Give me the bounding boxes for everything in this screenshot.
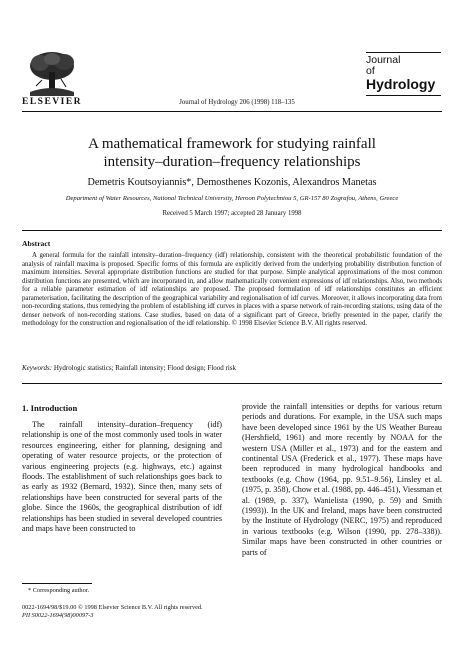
body-column-right: provide the rainfall intensities or depths for various return periods and durations. For example, in the USA such maps have been developed since 1961 by the US Weather Bureau (Hershfield, 1961) and more recently by NOAA for the western USA (Miller et al., 1973) and for the eastern and continental USA (Frederick et al., 1977). These maps have been reproduced in many hydrological handbooks and textbooks (e.g. Chow (1964, pp. 9.51–9.56), Linsley et al. (1975, p. 358), Chow et al. (1988, pp. 446–451), Viessman et al. (1989, p. 337), Wanielista (1990, p. 59) and Smith (1993)). In the UK and Ireland, maps have been constructed by the Institute of Hydrology (NERC, 1975) and reproduced in various textbooks (e.g. Wilson (1990, pp. 278–338)). Similar maps have been constructed in other countries or parts of — [242, 402, 442, 557]
header-divider — [22, 111, 442, 112]
journal-masthead — [366, 52, 441, 98]
article-title — [22, 135, 442, 171]
pii-identifier: PII S0022-1694(98)00097-3 — [22, 612, 94, 619]
received-dates: Received 5 March 1997; accepted 28 January 1998 — [162, 210, 302, 217]
title-line-2: intensity–duration–frequency relationships — [103, 154, 361, 170]
corresponding-author-footnote: * Corresponding author. — [28, 587, 90, 594]
masthead-rule-bottom — [366, 95, 441, 96]
publisher-name: ELSEVIER — [22, 97, 83, 107]
journal-citation: Journal of Hydrology 206 (1998) 118–135 — [179, 99, 295, 106]
keywords-label: Keywords: — [22, 364, 53, 372]
masthead-line-3: Hydrology — [366, 76, 436, 92]
abstract-top-divider — [22, 230, 442, 231]
abstract-heading: Abstract — [22, 239, 51, 248]
masthead-rule-top — [366, 52, 441, 53]
elsevier-tree-logo — [26, 50, 78, 96]
abstract-bottom-divider — [22, 383, 442, 384]
copyright-line: 0022-1694/98/$19.00 © 1998 Elsevier Science B.V. All rights reserved. — [22, 604, 203, 611]
body-column-left: The rainfall intensity–duration–frequency (idf) relationship is one of the most commonly used tools in water resources engineering, either for planning, designing and operating of water resource projects, or the protection of various engineering projects (e.g. highways, etc.) against floods. The establishment of such relationships goes back to as early as 1932 (Bernard, 1932). Since then, many sets of relationships have been constructed for several parts of the globe. Since the 1960s, the geographical distribution of idf relationships has been studied in several developed countries and maps have been constructed to — [22, 420, 222, 534]
affiliation: Department of Water Resources, National Technical University, Heroon Polytechniou 5, GR-157 80 Zografou, Athens, Greece — [65, 195, 399, 202]
masthead-line-1: Journal — [366, 54, 401, 66]
abstract-text: A general formula for the rainfall intensity–duration–frequency (idf) relationship, consistent with the theoretical probabilistic foundation of the analysis of rainfall maxima is proposed. Specific forms of this formula are explicitly derived from the underlying probability distribution function of maximum intensities. Several appropriate distribution functions are studied for that purpose. Simple analytical approximations of the most common distribution functions are presented, which are incorporated in, and allow mathematically convenient expressions of idf relationships. Also, two methods for a reliable parameter estimation of idf relationships are proposed. The proposed formulation of idf relationships constitutes an efficient parameterisation, facilitating the description of the geographical variability and regionalisation of idf curves. Moreover, it allows incorporating data from non-recording stations, thus remedying the problem of establishing idf curves in places with a sparse network of rain-recording stations, using data of the denser network of non-recording stations. Case studies, based on data of a significant part of Greece, briefly presented in the paper, clarify the methodology for the construction and regionalisation of the idf relationship. © 1998 Elsevier Science B.V. All rights reserved. — [22, 252, 442, 328]
keywords-list: Hydrologic statistics; Rainfall intensity; Flood design; Flood risk — [53, 364, 237, 372]
section-heading-introduction: 1. Introduction — [22, 403, 78, 413]
keywords — [22, 364, 442, 372]
masthead-line-2: of — [366, 65, 375, 77]
title-line-1: A mathematical framework for studying rainfall — [88, 136, 376, 152]
author-list: Demetris Koutsoyiannis*, Demosthenes Kozonis, Alexandros Manetas — [87, 177, 377, 188]
footnote-divider — [22, 583, 92, 584]
